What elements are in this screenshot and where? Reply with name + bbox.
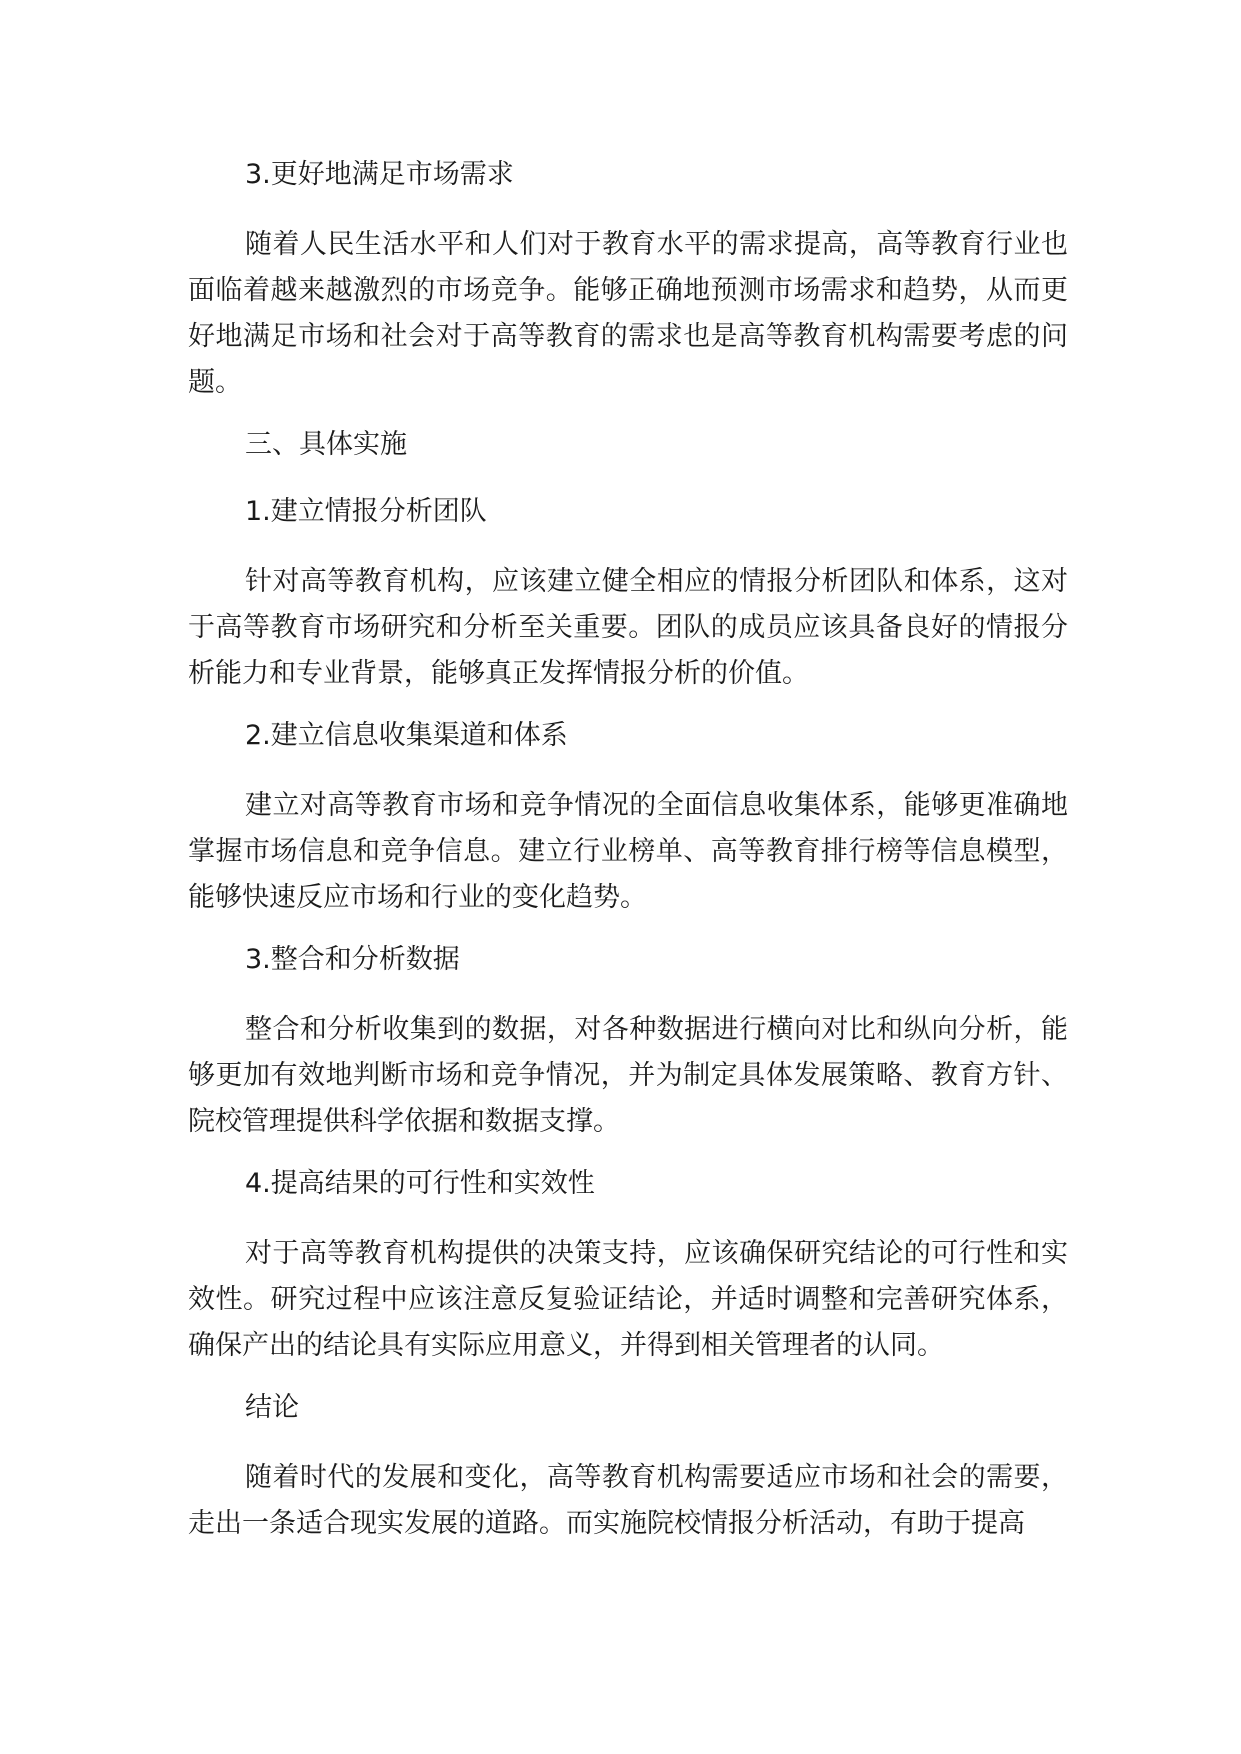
section-heading-feasibility: 4.提高结果的可行性和实效性 (245, 1168, 595, 1199)
section-heading-market-demand: 3.更好地满足市场需求 (245, 159, 514, 190)
paragraph-market-demand: 随着人民生活水平和人们对于教育水平的需求提高，高等教育行业也面临着越来越激烈的市场竞争。能够正确地预测市场需求和趋势，从而更好地满足市场和社会对于高等教育的需求也是高等教育机构需要考虑的问题。 (188, 229, 1068, 398)
chapter-heading-conclusion: 结论 (245, 1392, 299, 1423)
paragraph-conclusion: 随着时代的发展和变化，高等教育机构需要适应市场和社会的需要，走出一条适合现实发展的道路。而实施院校情报分析活动，有助于提高 (188, 1462, 1068, 1539)
chapter-heading-implementation: 三、具体实施 (245, 429, 407, 460)
document-body (188, 155, 1068, 1566)
paragraph-info-channels: 建立对高等教育市场和竞争情况的全面信息收集体系，能够更准确地掌握市场信息和竞争信息。建立行业榜单、高等教育排行榜等信息模型，能够快速反应市场和行业的变化趋势。 (188, 790, 1068, 913)
section-heading-info-channels: 2.建立信息收集渠道和体系 (245, 720, 568, 751)
paragraph-analysis-team: 针对高等教育机构，应该建立健全相应的情报分析团队和体系，这对于高等教育市场研究和分析至关重要。团队的成员应该具备良好的情报分析能力和专业背景，能够真正发挥情报分析的价值。 (188, 566, 1068, 689)
paragraph-feasibility: 对于高等教育机构提供的决策支持，应该确保研究结论的可行性和实效性。研究过程中应该注意反复验证结论，并适时调整和完善研究体系，确保产出的结论具有实际应用意义，并得到相关管理者的认同。 (188, 1238, 1068, 1361)
paragraph-data-analysis: 整合和分析收集到的数据，对各种数据进行横向对比和纵向分析，能够更加有效地判断市场和竞争情况，并为制定具体发展策略、教育方针、院校管理提供科学依据和数据支撑。 (188, 1014, 1068, 1137)
section-heading-data-analysis: 3.整合和分析数据 (245, 944, 460, 975)
section-heading-analysis-team: 1.建立情报分析团队 (245, 496, 487, 527)
